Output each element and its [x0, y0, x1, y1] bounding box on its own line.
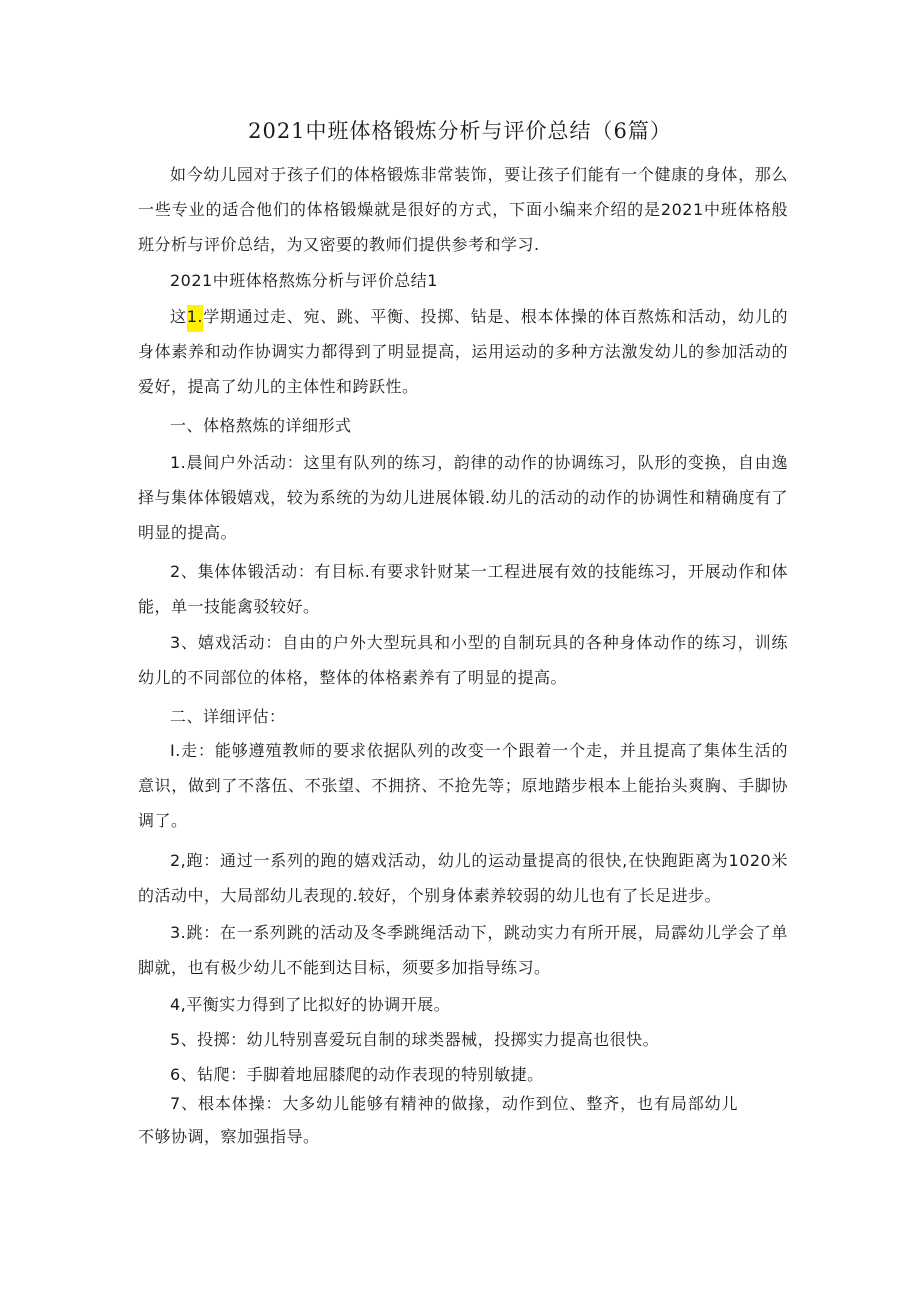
form-item-3: 3、嬉戏活动：自由的户外大型玩具和小型的自制玩具的各种身体动作的练习，训练幼儿的不同部位的体格，整体的体格素养有了明显的提高。 — [138, 633, 788, 687]
section-subtitle: 2021中班体格熬炼分析与评价总结1 — [170, 271, 438, 290]
eval-item-balance: 4,平衡实力得到了比拟好的协调开展。 — [170, 995, 451, 1014]
intro-paragraph: 如今幼儿园对于孩子们的体格锻炼非常装饰，要让孩子们能有一个健康的身体，那么一些专业的适合他们的体格锻燥就是很好的方式，下面小编来介绍的是2021中班体格般班分析与评价总结，为又密要的教师们提供参考和学习. — [138, 165, 788, 254]
form-item-1: 1.晨间户外活动：这里有队列的练习，韵律的动作的协调练习，队形的变换，自由逸择与集体体锻嬉戏，较为系统的为幼儿进展体锻.幼儿的活动的动作的协调性和精确度有了明显的提高。 — [138, 453, 788, 542]
eval-item-gymnastics: 7、根本体操：大多幼儿能够有精神的做掾，动作到位、整齐，也有局部幼儿不够协调，察加强指导。 — [138, 1094, 738, 1146]
eval-item-run: 2,跑：通过一系列的跑的嬉戏活动，幼儿的运动量提高的很快,在快跑距离为1020米的活动中，大局部幼儿表现的.较好，个别身体素养较弱的幼儿也有了长足进步。 — [138, 851, 788, 905]
opening-paragraph — [138, 299, 788, 404]
opening-lead: 这 — [170, 307, 187, 326]
eval-item-jump: 3.跳：在一系列跳的活动及冬季跳绳活动下，跳动实力有所开展，局霹幼儿学会了单脚就，也有极少幼儿不能到达目标，须要多加指导练习。 — [138, 923, 788, 977]
eval-item-throw: 5、投掷：幼儿特别喜爱玩自制的球类器械，投掷实力提高也很快。 — [170, 1030, 660, 1049]
document-title: 2021中班体格锻炼分析与评价总结（6篇） — [248, 119, 672, 143]
heading-forms: 一、体格熬炼的详细形式 — [170, 416, 352, 435]
eval-item-crawl: 6、钻爬：手脚着地屈膝爬的动作表现的特别敏捷。 — [170, 1065, 544, 1084]
form-item-2: 2、集体体锻活动：有目标.有要求针财某一工程进展有效的技能练习，开展动作和体能，单一技能禽驳较好。 — [138, 562, 788, 616]
highlighted-marker: 1. — [187, 305, 203, 332]
opening-rest: 学期通过走、宛、跳、平衡、投掷、钻是、根本体操的体百熬炼和活动，幼儿的身体素养和动作协调实力都得到了明显提高，运用运动的多种方法激发幼儿的参加活动的爱好，提高了幼儿的主体性和跨跃性。 — [138, 307, 788, 396]
heading-evaluation: 二、详细评估： — [170, 707, 286, 726]
eval-item-walk: I.走：能够遵殖教师的要求依据队列的改变一个跟着一个走，并且提高了集体生活的意识，做到了不落伍、不张望、不拥挤、不抢先等；原地踏步根本上能抬头爽胸、手脚协调了。 — [138, 741, 788, 830]
